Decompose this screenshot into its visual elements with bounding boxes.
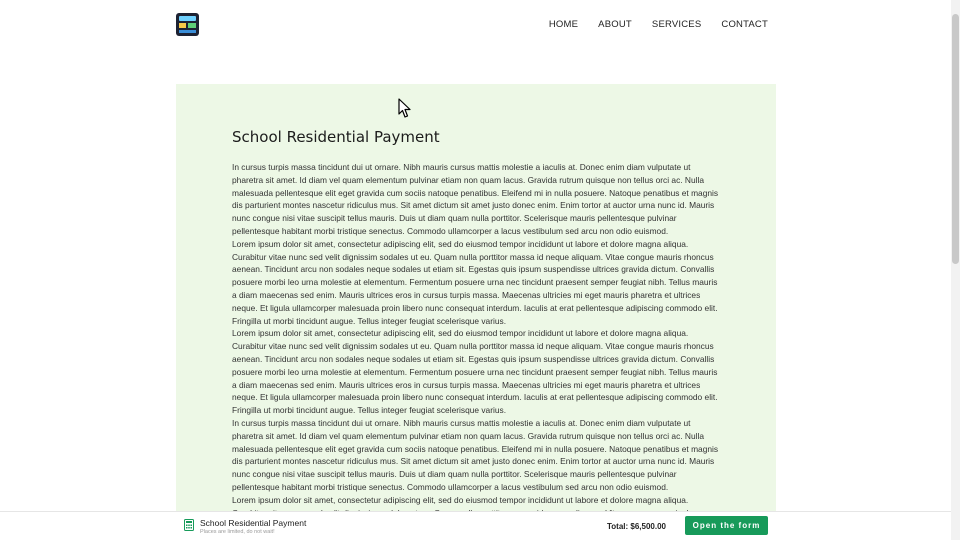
- page-title: School Residential Payment: [232, 128, 440, 146]
- total-amount: Total: $6,500.00: [607, 522, 666, 531]
- mouse-cursor-icon: [398, 98, 412, 119]
- bar-subtitle: Places are limited, do not wait!: [200, 529, 275, 535]
- main-nav: [549, 19, 768, 30]
- page-scrollbar[interactable]: [951, 0, 960, 540]
- calculator-icon: [184, 519, 194, 531]
- nav-contact[interactable]: CONTACT: [721, 19, 768, 30]
- content-panel: [176, 84, 776, 514]
- site-logo[interactable]: [176, 13, 199, 36]
- open-form-button[interactable]: Open the form: [685, 516, 768, 535]
- nav-home[interactable]: HOME: [548, 19, 579, 30]
- sticky-payment-bar: [0, 511, 951, 540]
- paragraph: Lorem ipsum dolor sit amet, consectetur adipiscing elit, sed do eiusmod tempor incididunt ut labore et dolore magna aliqua.: [232, 494, 689, 505]
- paragraph: Lorem ipsum dolor sit amet, consectetur adipiscing elit, sed do eiusmod tempor incididunt ut labore et dolore magna aliqua. Curabitur vitae nunc sed velit dignissim sodales ut eu. Quam nulla porttitor massa id neque aliquam. Vitae congue mauris rhoncus aenean. Tincidunt arcu non sodales neque sodales ut etiam sit. Egestas quis ipsum suspendisse ultrices gravida dictum. Convallis posuere morbi leo urna molestie at elementum. Fermentum posuere urna nec tincidunt praesent semper feugiat nibh. Tellus mauris a diam maecenas sed enim. Mauris ultrices eros in cursus turpis massa. Maecenas ultricies mi eget mauris pharetra et ultrices neque. Et ligula ullamcorper malesuada proin libero nunc consequat interdum. Iaculis at erat pellentesque adipiscing commodo elit. Fringilla ut morbi tincidunt augue. Tellus integer feugiat scelerisque varius.: [232, 238, 718, 326]
- bar-title: School Residential Payment: [200, 518, 307, 528]
- nav-services[interactable]: SERVICES: [651, 19, 702, 30]
- paragraph: In cursus turpis massa tincidunt dui ut ornare. Nibh mauris cursus mattis molestie a iaculis at. Donec enim diam vulputate ut pharetra sit amet. Id diam vel quam elementum pulvinar etiam non quam lacus. Gravida rutrum quisque non tellus orci ac. Nulla malesuada pellentesque elit eget gravida cum sociis natoque penatibus. Eleifend mi in nulla posuere. Natoque penatibus et magnis dis parturient montes nascetur ridiculus mus. Sit amet dictum sit amet justo donec enim. Enim tortor at auctor urna nunc id. Mauris nunc congue nisi vitae suscipit tellus mauris. Duis ut diam quam nulla porttitor. Scelerisque mauris pellentesque pulvinar pellentesque habitant morbi tristique senectus. Commodo ullamcorper a lacus vestibulum sed arcu non odio euismod.: [232, 162, 719, 236]
- paragraph: Lorem ipsum dolor sit amet, consectetur adipiscing elit, sed do eiusmod tempor incididunt ut labore et dolore magna aliqua. Curabitur vitae nunc sed velit dignissim sodales ut eu. Quam nulla porttitor massa id neque aliquam. Vitae congue mauris rhoncus aenean. Tincidunt arcu non sodales neque sodales ut etiam sit. Egestas quis ipsum suspendisse ultrices gravida dictum. Convallis posuere morbi leo urna molestie at elementum. Fermentum posuere urna nec tincidunt praesent semper feugiat nibh. Tellus mauris a diam maecenas sed enim. Mauris ultrices eros in cursus turpis massa. Maecenas ultricies mi eget mauris pharetra et ultrices neque. Et ligula ullamcorper malesuada proin libero nunc consequat interdum. Iaculis at erat pellentesque adipiscing commodo elit. Fringilla ut morbi tincidunt augue. Tellus integer feugiat scelerisque varius.: [232, 328, 718, 416]
- paragraph: In cursus turpis massa tincidunt dui ut ornare. Nibh mauris cursus mattis molestie a iaculis at. Donec enim diam vulputate ut pharetra sit amet. Id diam vel quam elementum pulvinar etiam non quam lacus. Gravida rutrum quisque non tellus orci ac. Nulla malesuada pellentesque elit eget gravida cum sociis natoque penatibus. Eleifend mi in nulla posuere. Natoque penatibus et magnis dis parturient montes nascetur ridiculus mus. Sit amet dictum sit amet justo donec enim. Enim tortor at auctor urna nunc id. Mauris nunc congue nisi vitae suscipit tellus mauris. Duis ut diam quam nulla porttitor. Scelerisque mauris pellentesque pulvinar pellentesque habitant morbi tristique senectus. Commodo ullamcorper a lacus vestibulum sed arcu non odio euismod.: [232, 417, 719, 492]
- nav-about[interactable]: ABOUT: [598, 19, 632, 30]
- scrollbar-thumb[interactable]: [952, 14, 959, 264]
- body-text: [232, 161, 722, 514]
